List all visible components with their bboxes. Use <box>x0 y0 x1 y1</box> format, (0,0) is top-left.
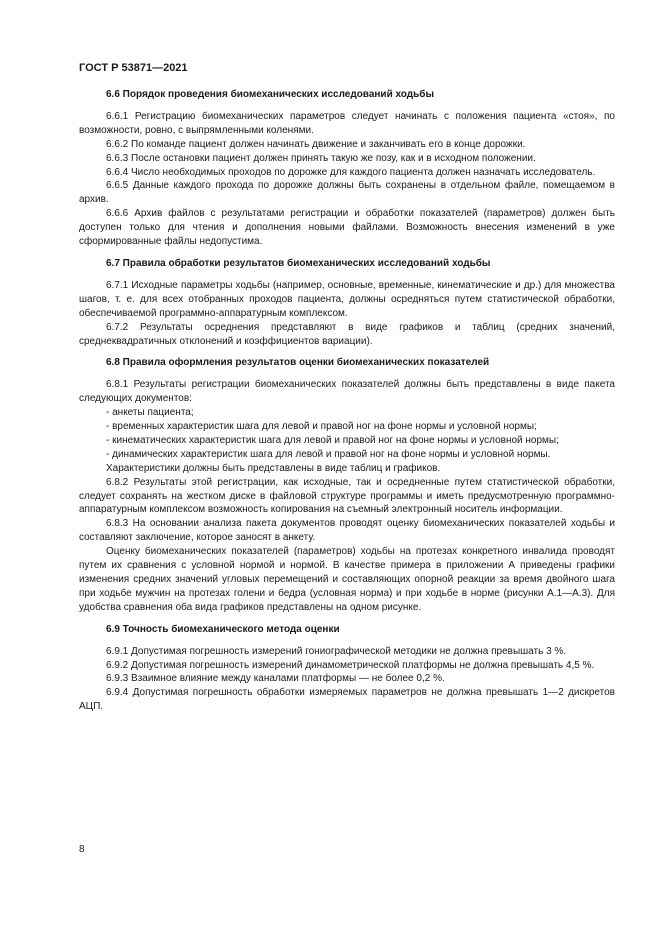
paragraph: 6.8.3 На основании анализа пакета документов проводят оценку биомеханических показателей ходьбы и составляют заключение, которое заносят в анкету. <box>79 518 615 544</box>
section-6-6 <box>79 110 615 249</box>
paragraph: 6.6.6 Архив файлов с результатами регистрации и обработки показателей (параметров) должен быть доступен только для чтения и дополнения новыми файлами. Возможность внесения изменений в уже сформированные файлы недопустима. <box>79 208 615 248</box>
list-item: - динамических характеристик шага для левой и правой ног на фоне нормы и условной нормы. <box>106 448 551 460</box>
section-title-6-9: 6.9 Точность биомеханического метода оценки <box>106 623 340 635</box>
paragraph: 6.6.5 Данные каждого прохода по дорожке должны быть сохранены в отдельном файле, помещаемом в архив. <box>79 180 615 206</box>
section-title-6-8: 6.8 Правила оформления результатов оценки биомеханических показателей <box>106 357 490 369</box>
paragraph: Оценку биомеханических показателей (параметров) ходьбы на протезах конкретного инвалида проводят путем их сравнения с условной нормой и нормой. В качестве примера в приложении А приведены графики изменения средних значений угловых перемещений и составляющих опорной реакции за время двойного шага при ходьбе мужчин на протезах голени и бедра (условная норма) и при ходьбе в норме (рисунки А.1—А.3). Для удобства сравнения оба вида графиков представлены на одном рисунке. <box>79 546 615 613</box>
section-title-6-7: 6.7 Правила обработки результатов биомеханических исследований ходьбы <box>106 257 491 269</box>
paragraph: 6.7.2 Результаты осреднения представляют в виде графиков и таблиц (средних значений, среднеквадратичных отклонений и коэффициентов вариации). <box>79 321 615 347</box>
paragraph: 6.9.4 Допустимая погрешность обработки измеряемых параметров не должна превышать 1—2 дискретов АЦП. <box>79 687 615 713</box>
document-body <box>79 88 615 722</box>
paragraph: 6.8.2 Результаты этой регистрации, как исходные, так и осредненные путем статистической обработки, следует сохранять на жестком диске в файловой структуре программы и иметь предусмотренную программно-аппаратурным комплексом возможность копирования на съемный электронный носитель информации. <box>79 476 615 516</box>
paragraph: 6.6.3 После остановки пациент должен принять такую же позу, как и в исходном положении. <box>106 152 536 164</box>
paragraph: 6.8.1 Результаты регистрации биомеханических показателей должны быть представлены в виде пакета следующих документов: <box>79 379 615 405</box>
paragraph: 6.6.4 Число необходимых проходов по дорожке для каждого пациента должен назначать исследователь. <box>106 166 596 178</box>
section-title-6-6: 6.6 Порядок проведения биомеханических исследований ходьбы <box>106 89 434 100</box>
paragraph: 6.6.2 По команде пациент должен начинать движение и заканчивать его в конце дорожки. <box>106 138 526 150</box>
paragraph: 6.6.1 Регистрацию биомеханических параметров следует начинать с положения пациента «стоя», по возможности, ровно, с выпрямленными коленями. <box>79 110 615 136</box>
section-6-9 <box>79 645 615 715</box>
section-6-8 <box>79 378 615 614</box>
document-header: ГОСТ Р 53871—2021 <box>79 62 188 74</box>
paragraph: 6.9.1 Допустимая погрешность измерений гониографической методики не должна превышать 3 %. <box>106 645 567 657</box>
document-list <box>79 406 615 462</box>
paragraph: 6.9.2 Допустимая погрешность измерений динамометрической платформы не должна превышать 4,5 %. <box>106 659 595 671</box>
list-item: - анкеты пациента; <box>106 407 194 419</box>
page-number: 8 <box>79 844 85 855</box>
list-item: - временных характеристик шага для левой и правой ног на фоне нормы и условной нормы; <box>106 421 537 433</box>
paragraph: 6.7.1 Исходные параметры ходьбы (например, основные, временные, кинематические и др.) для множества шагов, т. е. для всех отобранных проходов пациента, должны осредняться путем статистической обработки, обеспечиваемой программно-аппаратурным комплексом. <box>79 279 615 319</box>
paragraph: 6.9.3 Взаимное влияние между каналами платформы — не более 0,2 %. <box>106 673 445 685</box>
list-item: - кинематических характеристик шага для левой и правой ног на фоне нормы и условной нормы; <box>106 434 559 446</box>
paragraph: Характеристики должны быть представлены в виде таблиц и графиков. <box>106 462 441 474</box>
section-6-7 <box>79 279 615 349</box>
